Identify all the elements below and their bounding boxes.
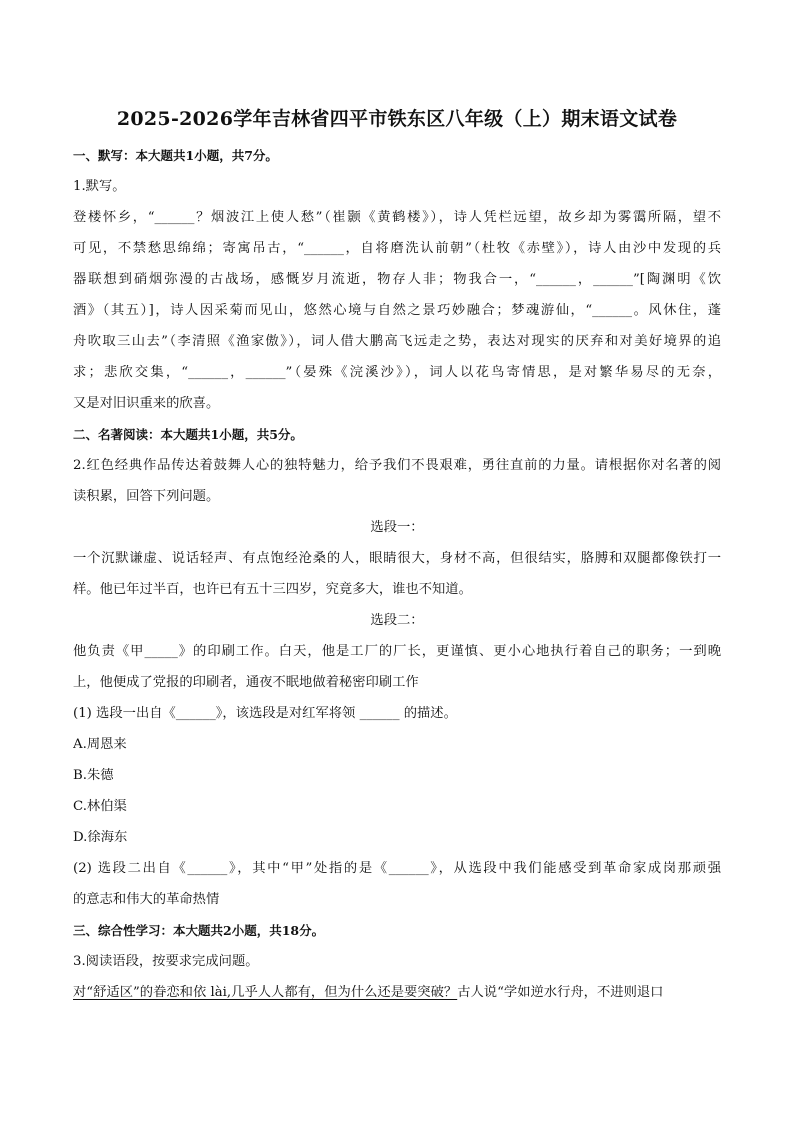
passage-continuation: 古人说“学如逆水行舟，不进则退口 — [457, 985, 664, 1000]
sub-question-2: (2) 选段二出自《______》，其中“甲”处指的是《______》，从选段中我们能感受到革命家成岗那顽强 — [73, 861, 721, 876]
underlined-sentence: 对“舒适区”的眷恋和依 lài,几乎人人都有，但为什么还是要突破？ — [73, 985, 458, 1000]
sub-question-1: (1) 选段一出自《______》，该选段是对红军将领 ______ 的描述。 — [73, 706, 457, 721]
excerpt-2-heading: 选段二： — [370, 613, 424, 628]
paragraph-line: 酒》（其五）]，诗人因采菊而见山，悠然心境与自然之景巧妙融合；梦魂游仙，“______。风休住，蓬 — [73, 303, 721, 318]
section-heading-2: 二、名著阅读：本大题共1小题，共5分。 — [73, 427, 303, 442]
paragraph-line: 器联想到硝烟弥漫的古战场，感慨岁月流逝，物存人非；物我合一，“______，______”[陶渊明《饮 — [73, 272, 721, 287]
paragraph-line: 上，他便成了党报的印刷者，通夜不眠地做着秘密印刷工作 — [73, 675, 419, 690]
paragraph-line: 舟吹取三山去”（李清照《渔家傲》），词人借大鹏高飞远走之势，表达对现实的厌弃和对美好境界的追 — [73, 334, 721, 349]
paragraph-line: 读积累，回答下列问题。 — [73, 489, 220, 504]
page-title: 2025-2026学年吉林省四平市铁东区八年级（上）期末语文试卷 — [116, 108, 678, 130]
paragraph-line: 一个沉默谦虚、说话轻声、有点饱经沧桑的人，眼睛很大，身材不高，但很结实，胳膊和双腿都像铁打一 — [73, 551, 721, 566]
paragraph-line: 他负责《甲_____》的印刷工作。白天，他是工厂的厂长，更谨慎、更小心地执行着自己的职务；一到晚 — [73, 644, 721, 659]
option-d: D.徐海东 — [73, 830, 128, 845]
question-1-prompt: 1.默写。 — [73, 179, 126, 194]
paragraph-line: 求；悲欣交集，“______，______”（晏殊《浣溪沙》），词人以花鸟寄情思，是对繁华易尽的无奈， — [73, 365, 721, 380]
paragraph-line: 的意志和伟大的革命热情 — [73, 892, 220, 907]
option-a: A.周恩来 — [73, 737, 127, 752]
passage-first-line — [73, 977, 721, 1008]
section-heading-3: 三、综合性学习：本大题共2小题，共18分。 — [73, 923, 325, 938]
question-2-prompt: 2.红色经典作品传达着鼓舞人心的独特魅力，给予我们不畏艰难，勇往直前的力量。请根据你对名著的阅 — [73, 458, 721, 473]
paragraph-line: 可见，不禁愁思绵绵；寄寓吊古，“______，自将磨洗认前朝”（杜牧《赤壁》），诗人由沙中发现的兵 — [73, 241, 721, 256]
option-c: C.林伯渠 — [73, 799, 127, 814]
excerpt-1-heading: 选段一： — [370, 520, 424, 535]
question-3-prompt: 3.阅读语段，按要求完成问题。 — [73, 954, 259, 969]
paragraph-line: 又是对旧识重来的欣喜。 — [73, 396, 220, 411]
paragraph-line: 登楼怀乡，“______？烟波江上使人愁”（崔颢《黄鹤楼》），诗人凭栏远望，故乡却为雾霭所隔，望不 — [73, 210, 721, 225]
paragraph-line: 样。他已年过半百，也许已有五十三四岁，究竟多大，谁也不知道。 — [73, 582, 472, 597]
section-heading-1: 一、默写：本大题共1小题，共7分。 — [73, 148, 278, 163]
option-b: B.朱德 — [73, 768, 114, 783]
exam-content — [73, 140, 721, 1008]
